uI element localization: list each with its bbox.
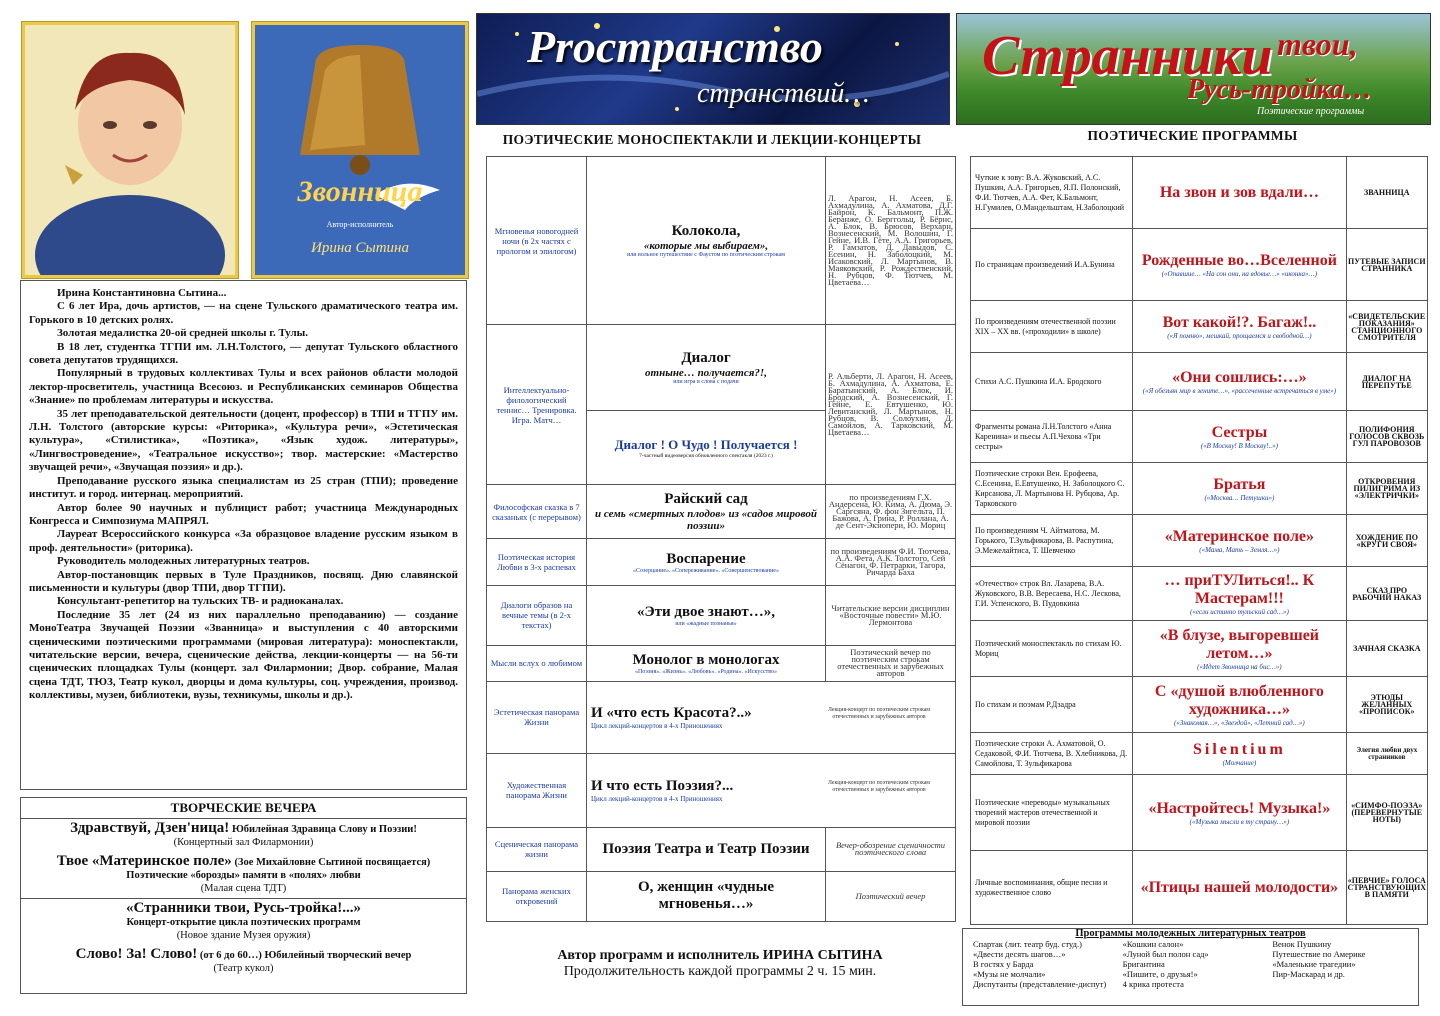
row-authors: по произведениям Ф.И. Тютчева, А.А. Фета, А.К. Толстого, Сей Сёнагон, Ф. Петрарки, Тагора, Ричарда Баха [826, 539, 956, 585]
evening-item [21, 899, 466, 945]
row-program [587, 157, 826, 325]
row-genre: Философская сказка в 7 сказаньях (с перерывом) [487, 485, 587, 539]
program-subtitle: («В Москву! В Москву!..») [1200, 441, 1278, 450]
banner2-line3: Русь-тройка… [1187, 74, 1372, 105]
row-tag: ДИАЛОГ НА ПЕРЕПУТЬЕ [1346, 353, 1427, 411]
program-note: 7-частный видеоверсия обновленного спектакля (2023 г.) [639, 452, 773, 459]
youth-column [973, 939, 1109, 989]
list-item: «Маленькие трагедии» [1272, 959, 1356, 969]
program-title: Колокола, [671, 223, 741, 240]
mono-programs-table [486, 156, 956, 922]
evening-desc: (Зое Михайловне Сытиной посвящается) [234, 857, 431, 868]
program-title: Сестры [1211, 423, 1268, 441]
row-genre: Мысли вслух о любимом [487, 645, 587, 681]
row-genre: Поэтическая история Любви в 3-х распевах [487, 539, 587, 585]
program-title: О, женщин «чудные мгновенья…» [638, 879, 774, 913]
mid-section-title: ПОЭТИЧЕСКИЕ МОНОСПЕКТАКЛИ И ЛЕКЦИИ-КОНЦЕРТЫ [502, 132, 922, 147]
row-source: По произведениям Ч. Айтматова, М. Горького, Т.Зульфикарова, В. Распутина, Э.Межелайтиса, Т. Шевченко [971, 515, 1133, 567]
row-tag: ПОЛИФОНИЯ ГОЛОСОВ СКВОЗЬ ГУЛ ПАРОВОЗОВ [1346, 411, 1427, 463]
bio-paragraph: Ирина Константиновна Сытина... [57, 287, 227, 299]
right-section-title: ПОЭТИЧЕСКИЕ ПРОГРАММЫ [1087, 128, 1298, 143]
row-genre: Диалоги образов на вечные темы (в 2-х текстах) [487, 585, 587, 645]
row-tag: ЭТЮДЫ ЖЕЛАННЫХ «ПРОПИСОК» [1346, 677, 1427, 733]
program-subtitle: («Я помню», мешкай, прощаемся и свободной…) [1167, 331, 1312, 340]
banner2-line2: твои, [1277, 26, 1358, 62]
list-item: «Музы не молчали» [973, 969, 1046, 979]
row-program [587, 753, 956, 827]
list-item: «Луной был полон сад» [1122, 949, 1209, 959]
biography [20, 280, 467, 790]
list-item: Бригантина [1122, 959, 1165, 969]
row-program [1133, 353, 1346, 411]
program-title: «Настройтесь! Музыка!» [1148, 799, 1331, 817]
row-tag: ПУТЕВЫЕ ЗАПИСИ СТРАННИКА [1346, 229, 1427, 301]
row-program [1133, 157, 1346, 229]
row-genre: Интеллектуально-филологический теннис… Тренировка. Игра. Матч… [487, 325, 587, 485]
row-source: Поэтический моноспектакль по стихам Ю. Мориц [971, 621, 1133, 677]
youth-column [1272, 939, 1408, 989]
evenings-title: ТВОРЧЕСКИЕ ВЕЧЕРА [21, 798, 466, 819]
table-row [971, 301, 1428, 353]
table-row [971, 733, 1428, 775]
program-subtitle: Цикл лекций-концертов в 4-х Приношениях [591, 794, 723, 803]
youth-title: Программы молодежных литературных театров [1075, 928, 1306, 939]
row-genre: Эстетическая панорама Жизни [487, 681, 587, 753]
row-genre: Сценическая панорама жизни [487, 827, 587, 871]
row-program [1133, 229, 1346, 301]
table-row [487, 539, 956, 585]
row-source: «Отечество» строк Вл. Лазарева, В.А. Жуковского, В.В. Вересаева, Н.С. Лескова, Г.И. Успенского, В. Пудовкина [971, 567, 1133, 621]
row-program [1133, 851, 1346, 925]
row-program [1133, 411, 1346, 463]
duration-line: Продолжительность каждой программы 2 ч. 15 мин. [563, 964, 877, 979]
list-item: «Двести десять шагов…» [973, 949, 1066, 959]
row-tag: ЗВАННИЦА [1346, 157, 1427, 229]
row-program [587, 645, 826, 681]
row-source: Чуткие к зову: В.А. Жуковский, А.С. Пушкин, А.А. Григорьев, Я.П. Полонский, Ф.И. Тютчев, А.А. Фет, К.Бальмонт, Н.Гумилев, О.Мандельштам, Н.Заболоцкий [971, 157, 1133, 229]
table-row [971, 851, 1428, 925]
youth-theatres [962, 928, 1419, 1006]
list-item: Пир-Маскарад и др. [1272, 969, 1345, 979]
youth-column [1123, 939, 1259, 989]
banner2-line1: Странники [982, 25, 1273, 87]
banner2-sub: Поэтические программы [1257, 106, 1365, 117]
program-subtitle: («Идет Звонница на бис…») [1197, 662, 1282, 671]
bio-paragraph: Золотая медалистка 20-ой средней школы г. Тулы. [57, 327, 309, 340]
row-tag: Элегия любви двух странников [1346, 733, 1427, 775]
evening-place: (Новое здание Музея оружия) [176, 930, 311, 941]
bio-paragraph: Последние 35 лет (24 из них параллельно преподаванию) — создание МоноТеатра Звучащей Поэзии «Званница» и выступления с 40 авторскими сценическими поэтическими программами (мировая литература): моноспектакли, читательские версии, вечера, сценические действа, лекции-концерты — на 56-ти сценических площадках Тулы (концерт. зал Филармонии; Двор. собрание, Малая сцена ТДТ, ТЮЗ, Театр кукол, дворцы и дома культуры, соц. учреждения, производ. коллективы, музеи, библиотеки, вузы, техникумы, школы и др.). [29, 608, 458, 702]
row-program [587, 411, 826, 485]
row-program [1133, 775, 1346, 851]
banner-prostranstvo [476, 13, 950, 125]
row-source: Фрагменты романа Л.Н.Толстого «Анна Каренина» и пьесы А.П.Чехова «Три сестры» [971, 411, 1133, 463]
row-program [1133, 567, 1346, 621]
evening-item [21, 819, 466, 852]
program-subtitle: («Москва… Петушки») [1204, 493, 1275, 502]
row-genre: Панорама женских откровений [487, 871, 587, 921]
row-source: По произведениям отечественной поэзии XIX – XX вв. («проходили» в школе) [971, 301, 1133, 353]
evening-desc2: Концерт-открытие цикла поэтических программ [126, 917, 361, 928]
list-item: Путешествие по Америке [1272, 949, 1366, 959]
row-program [587, 681, 956, 753]
bio-paragraph: Руководитель молодежных литературных театров. [57, 555, 310, 568]
program-title: Вот какой!?. Багаж!.. [1162, 313, 1317, 331]
program-title: Поэзия Театра и Театр Поэзии [602, 840, 810, 857]
row-program [1133, 463, 1346, 515]
book-cover [252, 22, 468, 278]
table-row [971, 515, 1428, 567]
row-source: Поэтические «переводы» музыкальных творений мастеров отечественной и мировой поэзии [971, 775, 1133, 851]
program-title: Silentium [1192, 740, 1286, 758]
program-title: «В блузе, выгоревшей летом…» [1159, 626, 1320, 662]
program-title: Диалог [681, 350, 731, 367]
table-row [971, 229, 1428, 301]
list-item: В гостях у Барда [973, 959, 1034, 969]
program-title: Райский сад [664, 491, 748, 508]
row-program [587, 871, 826, 921]
row-source: Поэтические строки Вен. Ерофеева, С.Есенина, Е.Евтушенко, Н. Заболоцкого С. Кирсанова, Л. Мартынова Н. Рубцова, Ар. Тарковского [971, 463, 1133, 515]
table-row [971, 353, 1428, 411]
bio-paragraph: В 18 лет, студентка ТГПИ им. Л.Н.Толстого, — депутат Тульского областного совета депутатов трудящихся. [29, 340, 458, 367]
program-title: … приТУЛиться!.. К Мастерам!!! [1164, 571, 1315, 607]
book-title: Звонница [297, 175, 423, 208]
table-row [487, 753, 956, 827]
program-title: Монолог в монологах [632, 651, 780, 668]
row-authors: Читательские версии дисциплин «Восточные повести» М.Ю. Лермонтова [826, 585, 956, 645]
program-note: «Созерцание». «Сопереживание». «Совершенствование» [633, 567, 779, 574]
row-program [587, 539, 826, 585]
author-info [486, 948, 954, 980]
program-title: На звон и зов вдали… [1159, 183, 1319, 201]
bio-paragraph: Консультант-репетитор на тульских ТВ- и радиоканалах. [57, 595, 344, 608]
program-title: И что есть Поэзия?... [591, 777, 734, 794]
book-author: Ирина Сытина [311, 240, 409, 256]
table-row [487, 681, 956, 753]
row-program [1133, 677, 1346, 733]
program-subtitle: («Опавшие… «На сон они, на вдовье…» «иконка»…) [1161, 269, 1318, 278]
row-program [1133, 301, 1346, 353]
table-row [971, 157, 1428, 229]
row-source: Поэтические строки А. Ахматовой, О. Седаковой, Ф.И. Тютчева, В. Хлебникова, Д. Самойлова, Т. Зульфикарова [971, 733, 1133, 775]
row-authors: Вечер-обозрение сценичности поэтического слова [826, 827, 956, 871]
program-subtitle: и семь «смертных плодов» из «садов мировой поэзии» [595, 508, 817, 533]
row-source: По стихам и поэмам Р.Дзадра [971, 677, 1133, 733]
book-subtitle: Автор-исполнитель [326, 220, 394, 229]
poetry-programs-table [970, 156, 1428, 925]
row-tag: «СИМФО-ПОЭЗА» (ПЕРЕВЕРНУТЫЕ НОТЫ) [1346, 775, 1427, 851]
portrait-photo [22, 22, 238, 278]
program-title: Воспарение [666, 550, 746, 567]
list-item: 4 крика протеста [1122, 979, 1184, 989]
banner1-line2: странствий… [697, 78, 870, 109]
program-subtitle: (Молчание) [1222, 758, 1257, 767]
row-genre: Художественная панорама Жизни [487, 753, 587, 827]
table-row [971, 621, 1428, 677]
table-row [971, 411, 1428, 463]
row-tag: ОТКРОВЕНИЯ ПИЛИГРИМА ИЗ «ЭЛЕКТРИЧКИ» [1346, 463, 1427, 515]
row-authors: по произведениям Г.Х. Андерсена, Ю. Кима, А. Дюма, Э. Саргсяна, Ф. фон Зигельта, П. Бажова, А. Грина, Р. Роллана, А. де Сент-Экзюпери, Ю. Мориц [826, 485, 956, 539]
list-item: «Кошкин салон» [1122, 939, 1184, 949]
row-authors: Л. Арагон, Н. Асеев, Б. Ахмадулина, А. Ахматова, Д.Г. Байрон, К. Бальмонт, П.Ж. Беранже, О. Берггольц, Р. Бёрнс, А. Блок, В. Брюсов, Верхарн, Вознесенский, М. Волошин, Г. Гейне, И.В. Гёте, А.А. Григорьев, Р. Гамзатов, Д. Давыдов, С. Есенин, Н. Заболоцкий, М. Исаковский, Л. Мартынов, В. Маяковский, Р. Рождественский, Н. Рубцов, Ф. Тютчев, М. Цветаева… [826, 157, 956, 325]
row-authors: Лекция-концерт по поэтическим строкам отечественных и зарубежных авторов [828, 779, 930, 793]
table-row [487, 645, 956, 681]
row-genre: Мгновенья новогодней ночи (в 2х частях с прологом и эпилогом) [487, 157, 587, 325]
program-title: Диалог ! О Чудо ! Получается ! [614, 436, 798, 452]
row-program [587, 485, 826, 539]
table-row [971, 775, 1428, 851]
program-note: или игра в слова с подачи [673, 379, 739, 386]
program-subtitle: («Я обезьян мир в зените…», «рассеченные встречаться в уме») [1142, 386, 1337, 395]
program-subtitle: («если истинно тульский сад…») [1189, 607, 1289, 616]
list-item: Диспутанты (представление-диспут) [973, 979, 1107, 989]
row-source: Личные воспоминания, общие песни и художественное слово [971, 851, 1133, 925]
program-note: или вольное путешествие с Фаустом по поэтическим строкам [627, 252, 785, 259]
table-row [487, 325, 956, 411]
table-row [971, 463, 1428, 515]
table-row [487, 157, 956, 325]
program-note: «Поэзия». «Жизнь». «Любовь». «Родина». «Искусство» [634, 668, 778, 675]
row-program [1133, 515, 1346, 567]
program-subtitle: («Знакомая…», «Звездой», «Летний сад…») [1174, 718, 1305, 727]
program-title: С «душой влюбленного художника…» [1154, 682, 1324, 718]
row-program [1133, 733, 1346, 775]
evening-desc: (от 6 до 60…) Юбилейный творческий вечер [199, 950, 412, 961]
table-row [971, 677, 1428, 733]
row-authors: Поэтический вечер по поэтическим строкам отечественных и зарубежных авторов [826, 645, 956, 681]
list-item: «Пишите, о друзья!» [1122, 969, 1198, 979]
program-title: «Птицы нашей молодости» [1140, 878, 1339, 896]
evening-name: Здравствуй, Дзен'ница! [70, 820, 230, 836]
list-item: Спартак (лит. театр буд. студ.) [973, 939, 1082, 949]
row-program [587, 827, 826, 871]
table-row [487, 485, 956, 539]
row-tag: «СВИДЕТЕЛЬСКИЕ ПОКАЗАНИЯ» СТАНЦИОННОГО СМОТРИТЕЛЯ [1346, 301, 1427, 353]
row-tag: ХОЖДЕНИЕ ПО «КРУГИ СВОЯ» [1346, 515, 1427, 567]
evening-item [21, 945, 466, 978]
evening-name: Твое «Материнское поле» [56, 853, 232, 869]
author-line: Автор программ и исполнитель ИРИНА СЫТИНА [557, 948, 883, 963]
evening-desc: Юбилейная Здравица Слову и Поэзии! [231, 824, 417, 835]
bio-paragraph: Преподавание русского языка специалистам из 25 стран (ТПИ); проведение институт. и город. интернац. мероприятий. [29, 474, 458, 501]
bio-paragraph: С 6 лет Ира, дочь артистов, — на сцене Тульского драматического театра им. Горького в 10 детских ролях. [29, 300, 458, 326]
evening-place: (Концертный зал Филармонии) [173, 837, 314, 848]
program-title: И «что есть Красота?..» [591, 704, 752, 721]
table-row [971, 567, 1428, 621]
row-authors: Лекция-концерт по поэтическим строкам отечественных и зарубежных авторов [828, 706, 930, 720]
program-title: «Эти двое знают…», [637, 603, 775, 620]
row-tag: ЗАЧНАЯ СКАЗКА [1346, 621, 1427, 677]
row-tag: СКАЗ ПРО РАБОЧИЙ НАКАЗ [1346, 567, 1427, 621]
row-source: Стихи А.С. Пушкина И.А. Бродского [971, 353, 1133, 411]
program-subtitle: «которые мы выбираем», [643, 240, 769, 253]
list-item: Венок Пушкину [1272, 939, 1332, 949]
table-row [487, 585, 956, 645]
table-row [487, 827, 956, 871]
row-source: По страницам произведений И.А.Бунина [971, 229, 1133, 301]
program-title: Рожденные во…Вселенной [1141, 251, 1337, 269]
bio-paragraph: Автор-постановщик первых в Туле Праздников, посвящ. Дню славянской письменности и культуры (двор ТПИ, двор ТГПИ). [29, 568, 458, 594]
row-authors: Поэтический вечер [826, 871, 956, 921]
evening-name: Слово! За! Слово! [75, 946, 198, 962]
program-subtitle: («Музыка мысли в ту страну…») [1189, 817, 1290, 826]
table-row [487, 871, 956, 921]
program-title: «Они сошлись:…» [1172, 368, 1307, 386]
row-tag: «ПЕВЧИЕ» ГОЛОСА СТРАНСТВУЮЩИХ В ПАМЯТИ [1346, 851, 1427, 925]
row-program [587, 585, 826, 645]
evening-item [21, 852, 466, 899]
row-program [587, 325, 826, 411]
evening-place: (Театр кукол) [213, 963, 274, 974]
evening-place: (Малая сцена ТДТ) [200, 883, 287, 894]
evening-name: «Странники твои, Русь-тройка!...» [126, 900, 361, 916]
row-program [1133, 621, 1346, 677]
program-note: или «жадные познанья» [675, 620, 737, 627]
program-title: «Материнское поле» [1164, 527, 1315, 545]
bio-paragraph: Автор более 90 научных и публицист работ; участница Международных Конгресса и Симпозиума МАПРЯЛ. [29, 501, 458, 527]
evening-desc2: Поэтические «борозды» памяти в «полях» любви [126, 870, 361, 881]
program-title: Братья [1213, 475, 1266, 493]
bio-paragraph: Популярный в трудовых коллективах Тулы и всех районов области молодой лектор-просветитель, участница Всесоюз. и Республиканских семинаров Общества «Знание» по проблемам литературы и искусства. [29, 367, 458, 407]
banner1-line1: Proстранство [527, 21, 823, 72]
program-subtitle: («Мама, Мать – Земля…») [1199, 545, 1280, 554]
creative-evenings [20, 797, 467, 994]
program-subtitle: Цикл лекций-концертов в 4-х Приношениях [591, 721, 723, 730]
bio-paragraph: Лауреат Всероссийского конкурса «За образцовое владение русским языком в проф. деятельности» (риторика). [29, 528, 458, 554]
banner-stranniki [956, 13, 1431, 125]
row-authors: Р. Альберти, Л. Арагон, Н. Асеев, Б. Ахмадулина, А. Ахматова, Е. Баратынский, А. Блок, И. Бродский, А. Вознесенский, Г. Гейне, Е. Евтушенко, Ю. Левитанский, Л. Мартынов, Н. Рубцов, В. Солоухин, Д. Самойлов, А. Тарковский, М. Цветаева… [826, 325, 956, 485]
program-subtitle: отныне… получается?!, [645, 367, 767, 380]
bio-paragraph: 35 лет преподавательской деятельности (доцент, профессор) в ТПИ и ТГПУ им. Л.Н. Толстого (авторские курсы: «Риторика», «Культура речи», «Эстетическая культура», «Стилистика», «Поэтика», «Язык худож. литературы», «Лингвостроведение», «Театральное искусство»; твор. мастерские: «Мастерство звучащей речи», «Звучащая поэзия» и др.). [29, 407, 458, 474]
